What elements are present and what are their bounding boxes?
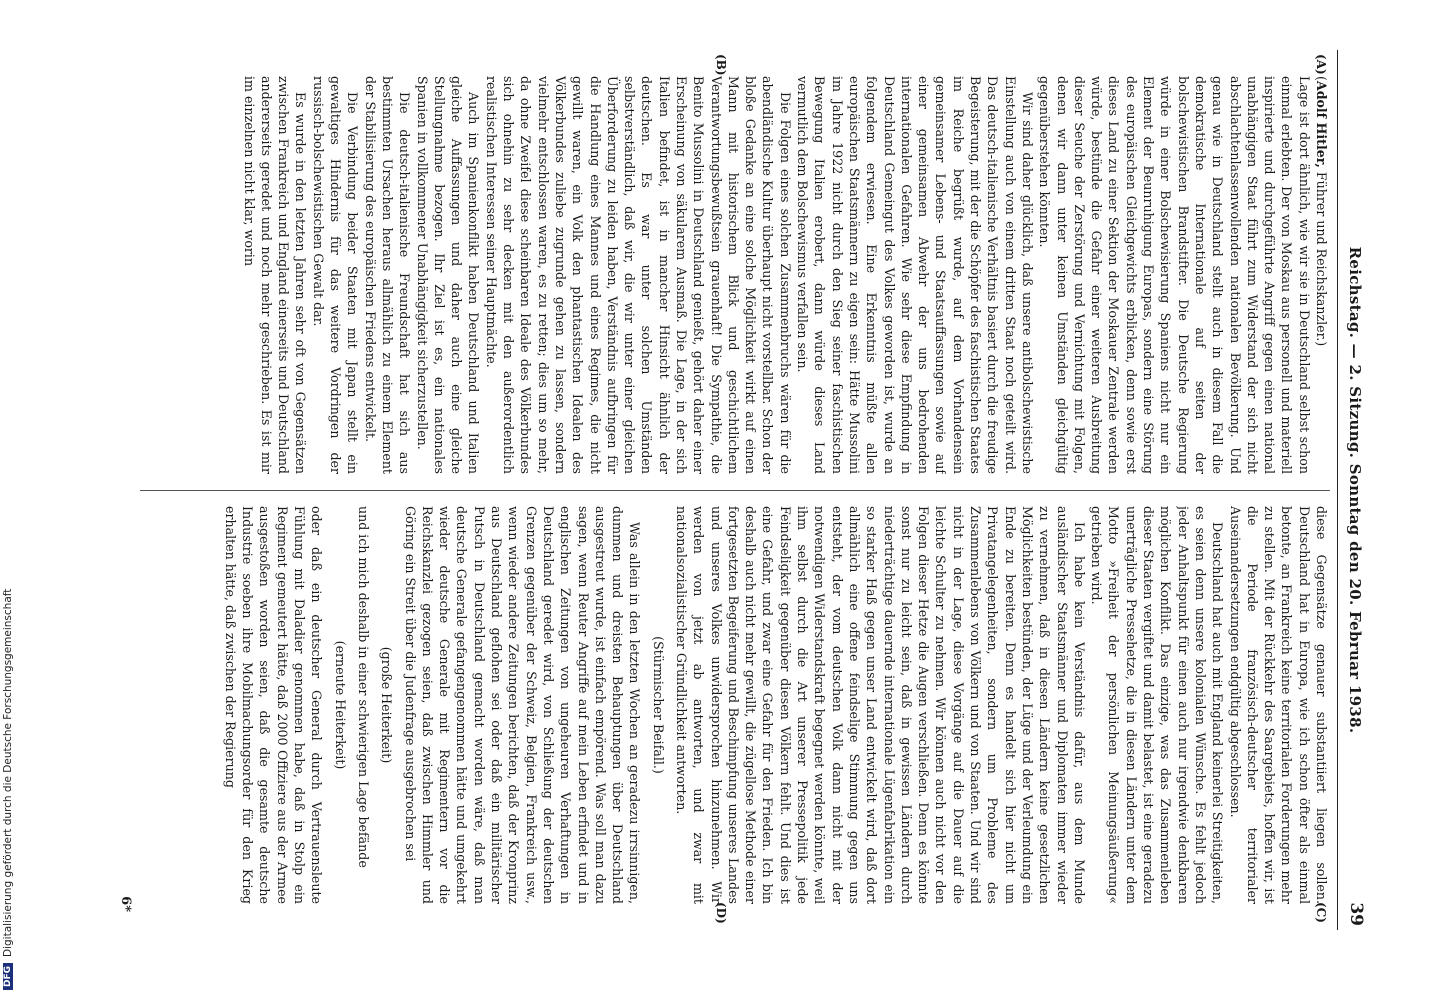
digitization-credit [2, 0, 18, 990]
credit-text: Digitalisierung gefördert durch die Deutsche Forschungsgemeinschaft [2, 588, 14, 957]
laughter-note: (große Heiterkeit) [379, 646, 395, 764]
applause-note: (Stürmischer Beifall.) [650, 636, 666, 774]
laughter-note: (erneute Heiterkeit) [332, 640, 348, 770]
dfg-logo: DFG [3, 963, 13, 990]
paragraph: Ich habe kein Verständnis dafür, aus dem Munde ausländischer Staatsmänner und Diplomaten immer wieder zu vernehmen, daß in diesen Ländern keine gesetzlichen Möglichkeiten bestünden, der Lüge und der Verleumdung ein Ende zu bereiten. Denn es handelt sich hier nicht um Privatangelegenheiten, sondern um Probleme des Zusammenlebens von Völkern und von Staaten. Und wir sind nicht in der Lage, diese Vorgänge auf die Dauer auf die leichte Schulter zu nehmen. Wir können auch nicht vor den Folgen dieser Hetze die Augen verschließen. Denn es könnte sonst nur zu leicht sein, daß in gewissen Ländern durch niederträchtige dauernde internationale Lügenfabrikation ein so starker Haß gegen unser Land entwickelt wird, daß dort allmählich eine offene feindselige Stimmung gegen uns entsteht, der vom deutschen Volk dann nicht mit der notwendigen Widerstandskraft begegnet werden könnte, weil ihm selbst durch die Art unserer Pressepolitik jede Feindseligkeit gegenüber diesen Völkern fehlt. Und dies ist eine Gefahr, und zwar eine Gefahr für den Frieden. Ich bin deshalb auch nicht mehr gewillt, die zügellose Methode einer fortgesetzten Begeiferung und Beschimpfung unseres Landes und unseres Volkes unwidersprochen hinzunehmen. Wir werden von jetzt ab antworten, und zwar mit nationalsozialistischer Gründlichkeit antworten. [674, 506, 1087, 904]
paragraph: Lage ist dort ähnlich, wie wir sie in Deutschland selbst schon einmal erlebten. Der von Moskau aus personell und materiell inspirierte und durchgeführte Angriff gegen einen national unabhängigen Staat führt zum Widerstand der sich nicht abschlachtenlassenwollenden nationalen Bevölkerung. Und genau wie in Deutschland stellt auch in diesem Fall die demokratische Internationale auf seiten der bolschewistischen Brandstifter. Die Deutsche Regierung würde in einer Bolschewisierung Spaniens nicht nur ein Element der Beunruhigung Europas, sondern eine Störung des europäischen Gleichgewichts erblicken, denn sowie erst dieses Land zu einer Sektion der Moskauer Zentrale werden würde, bestünde die Gefahr einer weiteren Ausbreitung dieser Seuche der Zerstörung und Vernichtung mit Folgen, denen wir dann unter keinen Umständen gleichgültig gegenüberstehen könnten. [1037, 76, 1312, 474]
page-number: 39 [1346, 902, 1366, 926]
page-header [1337, 50, 1368, 930]
margin-marker-c: (C) [1314, 902, 1328, 923]
signature-mark: 6* [118, 896, 133, 912]
paragraph: und ich mich deshalb in einer schwierigen Lage befände [355, 506, 371, 868]
paragraph: Es wurde in den letzten Jahren sehr oft von Gegensätzen zwischen Frankreich und England einerseits und Deutschland andererseits geredet und noch mehr geschrieben. Es ist mir im einzelnen nicht klar, worin [241, 76, 309, 474]
margin-marker-d: (D) [714, 902, 728, 924]
margin-marker-a: (A) [1314, 54, 1328, 75]
paragraph: Was allein in den letzten Wochen an geradezu irrsinnigen, dummen und dreisten Behauptungen über Deutschland ausgestreut wurde, ist einfach empörend. Was soll man dazu sagen, wenn Reuter Angriffe auf mein Leben erfindet und in englischen Zeitungen von ungeheuren Verhaftungen in Deutschland geredet wird, von Schließung der deutschen Grenzen gegenüber der Schweiz, Belgien, Frankreich usw., wenn wieder andere Zeitungen berichten, daß der Kronprinz aus Deutschland geflohen sei oder daß ein militärischer Putsch in Deutschland gemacht worden wäre, daß man deutsche Generale gefangengenommen hätte und umgekehrt wieder deutsche Generale mit Regimentern vor die Reichskanzlei gezogen seien, daß zwischen Himmler und Göring ein Streit über die Judenfrage ausgebrochen sei [402, 506, 643, 904]
left-text-column [135, 76, 1330, 474]
paragraph: Die Verbindung beider Staaten mit Japan stellt ein gewaltiges Hindernis für das weitere Vordringen der russisch-bolschewistischen Gewalt dar. [310, 76, 361, 474]
paragraph: Auch im Spanienkonflikt haben Deutschland und Italien gleiche Auffassungen und daher auch eine gleiche Stellungnahme bezogen. Ihr Ziel ist es, ein nationales Spanien in vollkommener Unabhängigkeit sicherzustellen. [414, 76, 482, 474]
speaker-line: (Adolf Hitler, Führer und Reichskanzler.) [1314, 76, 1329, 347]
paragraph: Deutschland hat auch mit England keinerlei Streitigkeiten, es seien denn unsere kolonialen Wünsche. Es fehlt jedoch jeder Anhaltspunkt für einen auch nur irgendwie denkbaren möglichen Konflikt. Das einzige, was das Zusammenleben dieser Staaten vergiftet und damit belastet, ist eine geradezu unerträgliche Pressehetze, die in diesen Ländern unter dem Motto »Freiheit der persönlichen Meinungsäußerung« getrieben wird. [1089, 506, 1226, 904]
paragraph: Die Folgen eines solchen Zusammenbruchs wären für die abendländische Kultur überhaupt nicht vorstellbar. Schon der bloße Gedanke an eine solche Möglichkeit wirkt auf einen Mann mit historischem Blick und geschichtlichem Verantwortungsbewußtsein grauenhaft! Die Sympathie, die Benito Mussolini in Deutschland genießt, gehört daher einer Erscheinung von säkularem Ausmaß. Die Lage, in der sich Italien befindet, ist in mancher Hinsicht ähnlich der deutschen. Es war unter solchen Umständen selbstverständlich, daß wir, die wir unter einer gleichen Überforderung zu leiden haben, Verständnis aufbringen für die Handlung eines Mannes und eines Regimes, die nicht gewillt waren, ein Volk den phantastischen Idealen des Völkerbundes zuliebe zugrunde gehen zu lassen, sondern vielmehr entschlossen waren, es zu retten; dies um so mehr, da ohne Zweifel diese scheinbaren Ideale des Völkerbundes sich ohnehin zu sehr decken mit den außerordentlich realistischen Interessen seiner Hauptmächte. [483, 76, 793, 474]
paragraph: oder daß ein deutscher General durch Vertrauensleute Fühlung mit Daladier genommen habe, daß in Stolp ein Regiment gemeutert hätte, daß 2000 Offiziere aus der Armee ausgestoßen worden seien, daß die gesamte deutsche Industrie soeben ihre Mobilmachungsorder für den Krieg erhalten hätte, daß zwischen der Regierung [222, 506, 325, 904]
right-text-column [135, 506, 1330, 904]
paragraph: diese Gegensätze genauer substantiiert liegen sollen. Deutschland hat in Europa, wie ich schon öfter als einmal betonte, an Frankreich keine territorialen Forderungen mehr zu stellen. Mit der Rückkehr des Saargebiets, hoffen wir, ist die Periode französisch-deutscher territorialer Auseinandersetzungen endgültig abgeschlossen. [1227, 506, 1329, 904]
rotated-document-page [118, 50, 1368, 930]
speaker-role: Führer und Reichskanzler.) [1314, 171, 1329, 347]
margin-marker-b: (B) [714, 54, 728, 76]
column-divider [140, 490, 1330, 491]
speaker-name: Adolf Hitler, [1314, 80, 1329, 168]
page-title: Reichstag. — 2. Sitzung. Sonntag den 20. Februar 1938. [1346, 246, 1364, 734]
paragraph: Wir sind daher glücklich, daß unsere antibolschewistische Einstellung auch von einem dritten Staat noch geteilt wird. Das deutsch-italienische Verhältnis basiert durch die freudige Begeisterung, mit der die Schöpfer des faschistischen Staates im Reiche begrüßt wurde, auf dem Vorhandensein gemeinsamer Lebens- und Staatsauffassungen sowie auf einer gemeinsamen Abwehr der uns bedrohenden internationalen Gefahren. Wie sehr diese Empfindung in Deutschland Gemeingut des Volkes geworden ist, wurde an folgendem erwiesen. Eine Erkenntnis müßte allen europäischen Staatsmännern zu eigen sein: Hätte Mussolini im Jahre 1922 nicht durch den Sieg seiner faschistischen Bewegung Italien erobert, dann würde dieses Land vermutlich dem Bolschewismus verfallen sein. [795, 76, 1035, 474]
paragraph: Die deutsch-italienische Freundschaft hat sich aus bestimmten Ursachen heraus allmählich zu einem Element der Stabilisierung des europäischen Friedens entwickelt. [362, 76, 413, 474]
